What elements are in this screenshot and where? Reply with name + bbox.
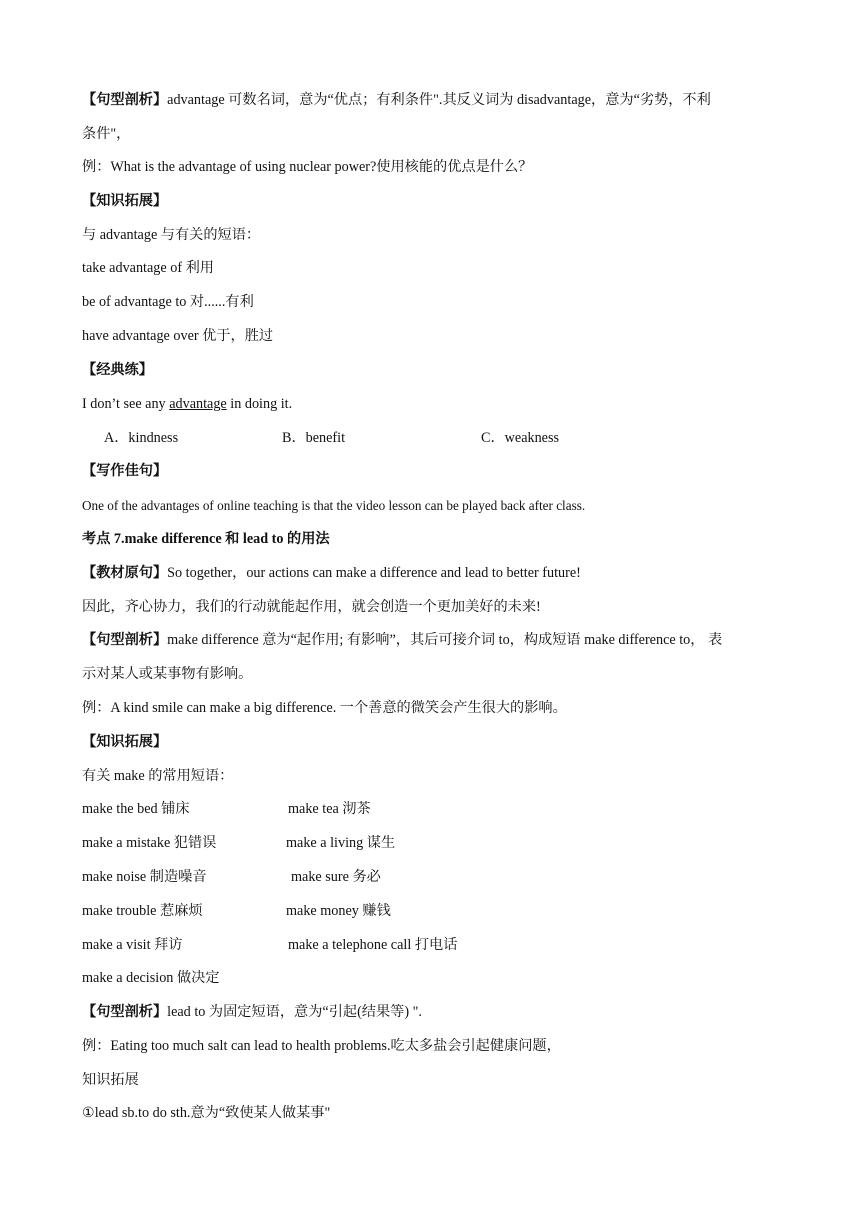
analysis-paragraph-2: [82, 630, 722, 650]
phrase-item: be of advantage to 对......有利: [82, 294, 254, 310]
phrase-right: make a telephone call 打电话: [288, 937, 458, 953]
heading-knowledge-extension-1: 【知识拓展】: [82, 193, 168, 209]
phrase-left: make a visit 拜访: [82, 937, 183, 953]
phrase-right: make money 赚钱: [286, 903, 391, 919]
analysis-paragraph-3: [82, 1002, 422, 1022]
phrase-left: make a decision 做决定: [82, 970, 220, 986]
phrase-left: make the bed 铺床: [82, 801, 190, 817]
extension-item: ①lead sb.to do sth.意为“致使某人做某事": [82, 1105, 331, 1121]
heading-knowledge-extension-2: 【知识拓展】: [82, 734, 168, 750]
example-sentence-1: 例：What is the advantage of using nuclear power?使用核能的优点是什么？: [82, 159, 533, 175]
option-a: A．kindness: [104, 430, 179, 446]
section-tag: 【教材原句】: [82, 565, 168, 581]
question-post: in doing it.: [226, 396, 293, 412]
writing-sentence: One of the advantages of online teaching is that the video lesson can be played back after class.: [82, 498, 586, 513]
textbook-sentence: [82, 563, 581, 583]
phrase-left: make noise 制造噪音: [82, 869, 207, 885]
practice-question: [82, 394, 292, 414]
phrase-item: take advantage of 利用: [82, 260, 214, 276]
exam-point-7-title: 考点 7.make difference 和 lead to 的用法: [82, 531, 330, 547]
option-b: B．benefit: [282, 430, 346, 446]
extension-intro-2: 有关 make 的常用短语：: [82, 768, 234, 784]
section-tag: 【句型剖析】: [82, 1004, 168, 1020]
section-tag: 【句型剖析】: [82, 632, 168, 648]
example-sentence-3: 例：Eating too much salt can lead to health problems.吃太多盐会引起健康问题，: [82, 1038, 561, 1054]
phrase-item: have advantage over 优于，胜过: [82, 328, 274, 344]
phrase-right: make tea 沏茶: [288, 801, 371, 817]
extension-intro-1: 与 advantage 与有关的短语：: [82, 227, 261, 243]
analysis-paragraph-1-cont: 条件"，: [82, 126, 131, 142]
heading-writing: 【写作佳句】: [82, 463, 168, 479]
paragraph-text: make difference 意为“起作用; 有影响”，其后可接介词 to，构成短语 make difference to， 表: [167, 632, 723, 648]
phrase-left: make trouble 惹麻烦: [82, 903, 203, 919]
section-tag: 【句型剖析】: [82, 92, 168, 108]
question-pre: I don’t see any: [82, 396, 170, 412]
option-c: C．weakness: [481, 430, 560, 446]
phrase-left: make a mistake 犯错误: [82, 835, 217, 851]
heading-knowledge-extension-3: 知识拓展: [82, 1072, 139, 1088]
analysis-paragraph-1: [82, 90, 711, 110]
underlined-word: advantage: [169, 396, 227, 412]
paragraph-text: lead to 为固定短语，意为“引起(结果等) ".: [167, 1004, 422, 1020]
analysis-paragraph-2-cont: 示对某人或某事物有影响。: [82, 666, 253, 682]
phrase-right: make sure 务必: [291, 869, 381, 885]
heading-practice: 【经典练】: [82, 362, 153, 378]
paragraph-text: So together，our actions can make a difference and lead to better future!: [167, 565, 581, 581]
paragraph-text: advantage 可数名词，意为“优点；有利条件".其反义词为 disadvantage，意为“劣势，不利: [167, 92, 711, 108]
textbook-translation: 因此，齐心协力，我们的行动就能起作用，就会创造一个更加美好的未来!: [82, 599, 541, 615]
phrase-right: make a living 谋生: [286, 835, 396, 851]
example-sentence-2: 例：A kind smile can make a big difference. 一个善意的微笑会产生很大的影响。: [82, 700, 567, 716]
